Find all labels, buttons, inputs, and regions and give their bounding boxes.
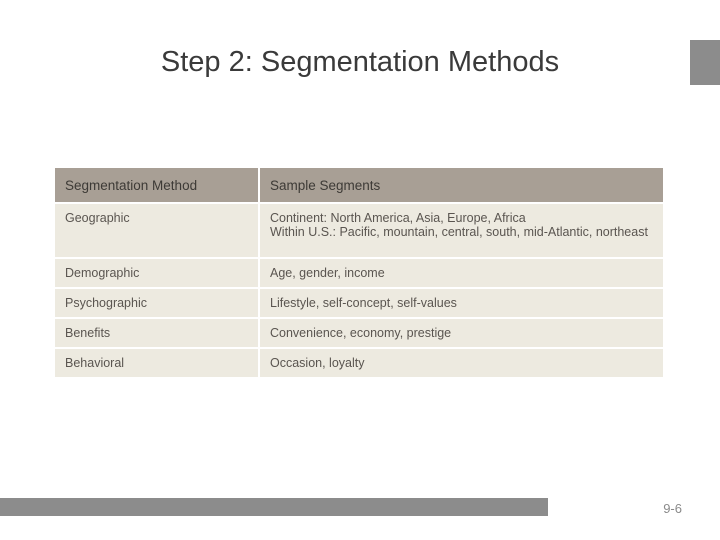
method-cell: Psychographic <box>55 288 259 318</box>
segments-cell: Age, gender, income <box>259 258 664 288</box>
segments-cell: Occasion, loyalty <box>259 348 664 378</box>
page-number: 9-6 <box>663 501 682 516</box>
slide-title: Step 2: Segmentation Methods <box>160 46 560 78</box>
table-header-row <box>55 168 664 203</box>
corner-accent-block <box>690 40 720 85</box>
method-cell: Demographic <box>55 258 259 288</box>
table-row <box>55 258 664 288</box>
method-cell: Behavioral <box>55 348 259 378</box>
segments-line: Continent: North America, Asia, Europe, Africa <box>270 211 526 225</box>
segments-line: Within U.S.: Pacific, mountain, central, south, mid-Atlantic, northeast <box>270 225 648 239</box>
header-sample-segments: Sample Segments <box>259 168 664 203</box>
footer-bar <box>0 498 548 516</box>
segments-cell: Convenience, economy, prestige <box>259 318 664 348</box>
method-cell: Benefits <box>55 318 259 348</box>
table-row <box>55 348 664 378</box>
header-segmentation-method: Segmentation Method <box>55 168 259 203</box>
segments-cell: Lifestyle, self-concept, self-values <box>259 288 664 318</box>
segmentation-table <box>55 168 665 379</box>
table-row <box>55 288 664 318</box>
table-row <box>55 318 664 348</box>
method-cell: Geographic <box>55 203 259 258</box>
segments-cell <box>259 203 664 258</box>
table-row <box>55 203 664 258</box>
